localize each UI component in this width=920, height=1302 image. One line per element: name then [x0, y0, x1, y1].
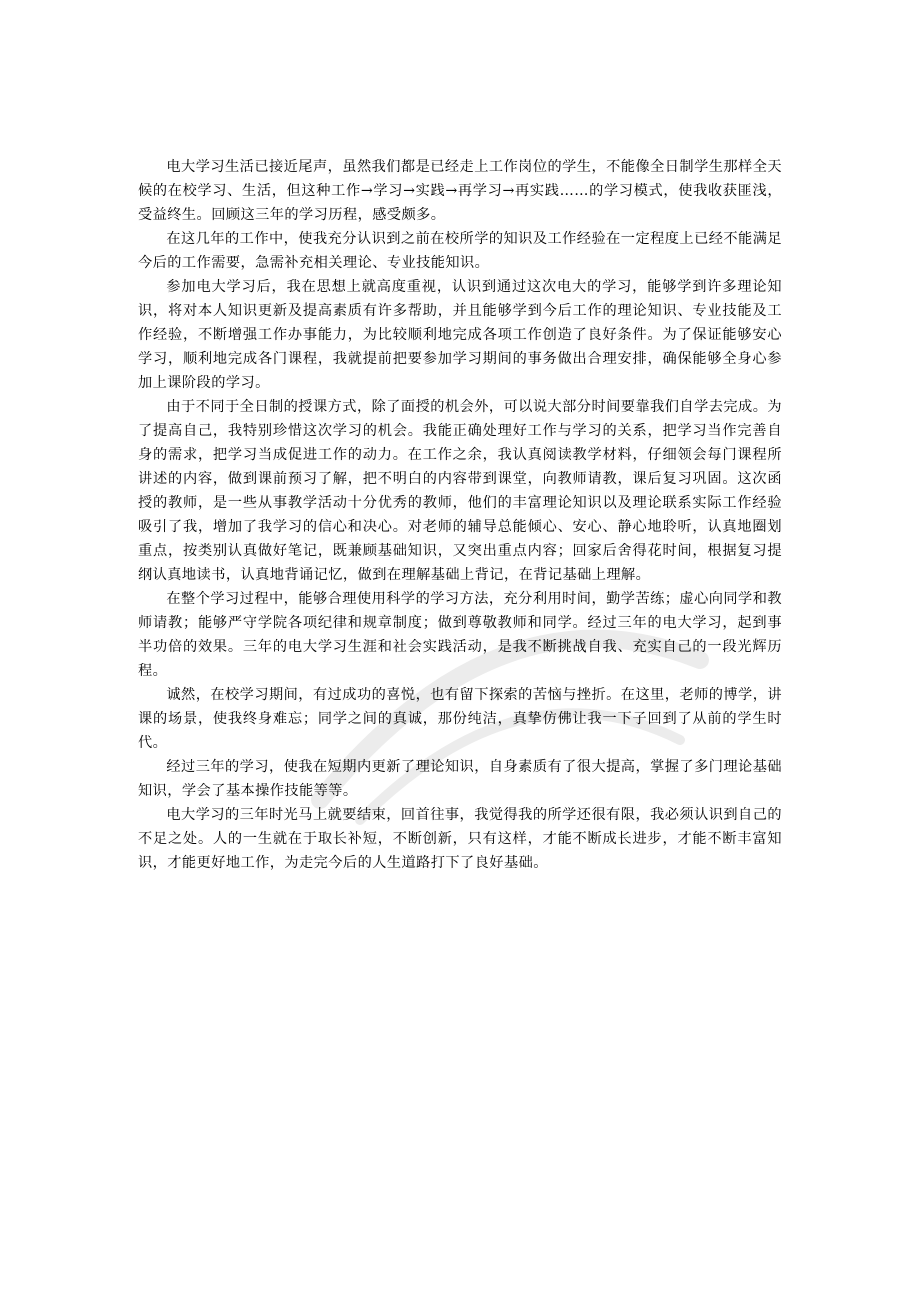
paragraph-8: 电大学习的三年时光马上就要结束，回首往事，我觉得我的所学还很有限，我必须认识到自己的不足之处。人的一生就在于取长补短，不断创新，只有这样，才能不断成长进步，才能不断丰富知识，才能更好地工作，为走完今后的人生道路打下了良好基础。	[138, 807, 782, 871]
document-body	[138, 155, 782, 875]
paragraph-4: 由于不同于全日制的授课方式，除了面授的机会外，可以说大部分时间要靠我们自学去完成。为了提高自己，我特别珍惜这次学习的机会。我能正确处理好工作与学习的关系，把学习当作完善自身的需求，把学习当成促进工作的动力。在工作之余，我认真阅读教学材料，仔细领会每门课程所讲述的内容，做到课前预习了解，把不明白的内容带到课堂，向教师请教，课后复习巩固。这次函授的教师，是一些从事教学活动十分优秀的教师，他们的丰富理论知识以及理论联系实际工作经验吸引了我，增加了我学习的信心和决心。对老师的辅导总能倾心、安心、静心地聆听，认真地圈划重点，按类别认真做好笔记，既兼顾基础知识，又突出重点内容；回家后舍得花时间，根据复习提纲认真地读书，认真地背诵记忆，做到在理解基础上背记，在背记基础上理解。	[138, 399, 782, 583]
paragraph-7: 经过三年的学习，使我在短期内更新了理论知识，自身素质有了很大提高，掌握了多门理论基础知识，学会了基本操作技能等等。	[138, 759, 782, 799]
paragraph-3: 参加电大学习后，我在思想上就高度重视，认识到通过这次电大的学习，能够学到许多理论知识，将对本人知识更新及提高素质有许多帮助，并且能够学到今后工作的理论知识、专业技能及工作经验，不断增强工作办事能力，为比较顺利地完成各项工作创造了良好条件。为了保证能够安心学习，顺利地完成各门课程，我就提前把要参加学习期间的事务做出合理安排，确保能够全身心参加上课阶段的学习。	[138, 279, 782, 391]
paragraph-6: 诚然，在校学习期间，有过成功的喜悦，也有留下探索的苦恼与挫折。在这里，老师的博学，讲课的场景，使我终身难忘；同学之间的真诚，那份纯洁，真挚仿佛让我一下子回到了从前的学生时代。	[138, 687, 782, 751]
paragraph-2: 在这几年的工作中，使我充分认识到之前在校所学的知识及工作经验在一定程度上已经不能满足今后的工作需要，急需补充相关理论、专业技能知识。	[138, 231, 782, 271]
paragraph-1: 电大学习生活已接近尾声，虽然我们都是已经走上工作岗位的学生，不能像全日制学生那样全天候的在校学习、生活，但这种工作→学习→实践→再学习→再实践……的学习模式，使我收获匪浅，受益终生。回顾这三年的学习历程，感受颇多。	[138, 159, 782, 223]
paragraph-5: 在整个学习过程中，能够合理使用科学的学习方法，充分利用时间，勤学苦练；虚心向同学和教师请教；能够严守学院各项纪律和规章制度；做到尊敬教师和同学。经过三年的电大学习，起到事半功倍的效果。三年的电大学习生涯和社会实践活动，是我不断挑战自我、充实自己的一段光辉历程。	[138, 591, 782, 679]
